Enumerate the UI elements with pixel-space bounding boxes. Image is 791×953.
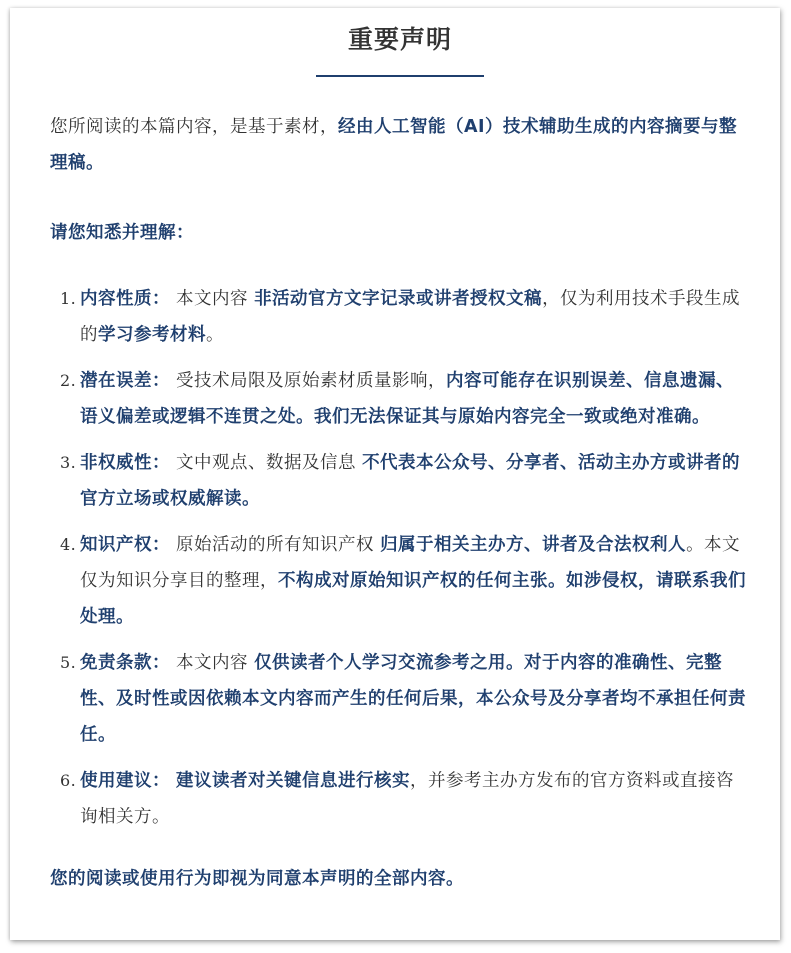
intro-plain: 您所阅读的本篇内容，是基于素材， — [50, 117, 338, 137]
list-item — [50, 645, 750, 753]
disclaimer-list — [50, 281, 750, 835]
item-label: 免责条款： — [80, 653, 170, 673]
list-item — [50, 281, 750, 353]
item-bold: 不构成对原始知识产权的任何主张。如涉侵权，请联系我们处理。 — [80, 571, 746, 627]
item-label: 非权威性： — [80, 453, 170, 473]
item-text: 本文内容 — [176, 653, 255, 673]
item-text: 原始活动的所有知识产权 — [176, 535, 381, 555]
item-bold: 建议读者对关键信息进行核实 — [176, 771, 410, 791]
page-title: 重要声明 — [347, 25, 452, 54]
item-text: 文中观点、数据及信息 — [176, 453, 363, 473]
item-number: 6. — [60, 771, 77, 790]
item-text: 。 — [206, 325, 224, 345]
item-number: 3. — [60, 453, 77, 472]
item-bold: 仅供读者个人学习交流参考之用。对于内容的准确性、完整性、及时性或因依赖本文内容而产生的任何后果，本公众号及分享者均不承担任何责任。 — [80, 653, 746, 745]
item-bold: 内容可能存在识别误差、信息遗漏、语义偏差或逻辑不连贯之处。我们无法保证其与原始内容完全一致或绝对准确。 — [80, 371, 734, 427]
list-item — [50, 445, 750, 517]
item-number: 1. — [60, 289, 77, 308]
list-item — [50, 763, 750, 835]
item-number: 2. — [60, 371, 77, 390]
item-label: 潜在误差： — [80, 371, 170, 391]
sub-heading: 请您知悉并理解： — [50, 223, 194, 243]
item-text: 本文内容 — [176, 289, 255, 309]
intro-paragraph — [50, 109, 750, 181]
list-item — [50, 527, 750, 635]
item-number: 4. — [60, 535, 77, 554]
closing-statement: 您的阅读或使用行为即视为同意本声明的全部内容。 — [50, 869, 464, 889]
item-label: 内容性质： — [80, 289, 170, 309]
item-number: 5. — [60, 653, 77, 672]
item-text: ，仅为利用技术手段生成的 — [80, 289, 741, 345]
item-bold: 学习参考材料 — [98, 325, 206, 345]
item-label: 知识产权： — [80, 535, 170, 555]
item-text: 受技术局限及原始素材质量影响， — [176, 371, 446, 391]
item-text: 。本文仅为知识分享目的整理， — [80, 535, 741, 591]
item-label: 使用建议： — [80, 771, 170, 791]
item-bold: 不代表本公众号、分享者、活动主办方或讲者的官方立场或权威解读。 — [80, 453, 741, 509]
item-text: ，并参考主办方发布的官方资料或直接咨询相关方。 — [80, 771, 734, 827]
title-underline — [316, 75, 484, 77]
item-bold: 非活动官方文字记录或讲者授权文稿 — [254, 289, 543, 309]
intro-bold: 经由人工智能（AI）技术辅助生成的内容摘要与整理稿 — [50, 117, 738, 173]
item-bold: 归属于相关主办方、讲者及合法权利人 — [380, 535, 687, 555]
disclaimer-card — [10, 8, 780, 940]
list-item — [50, 363, 750, 435]
intro-end: 。 — [86, 153, 104, 173]
